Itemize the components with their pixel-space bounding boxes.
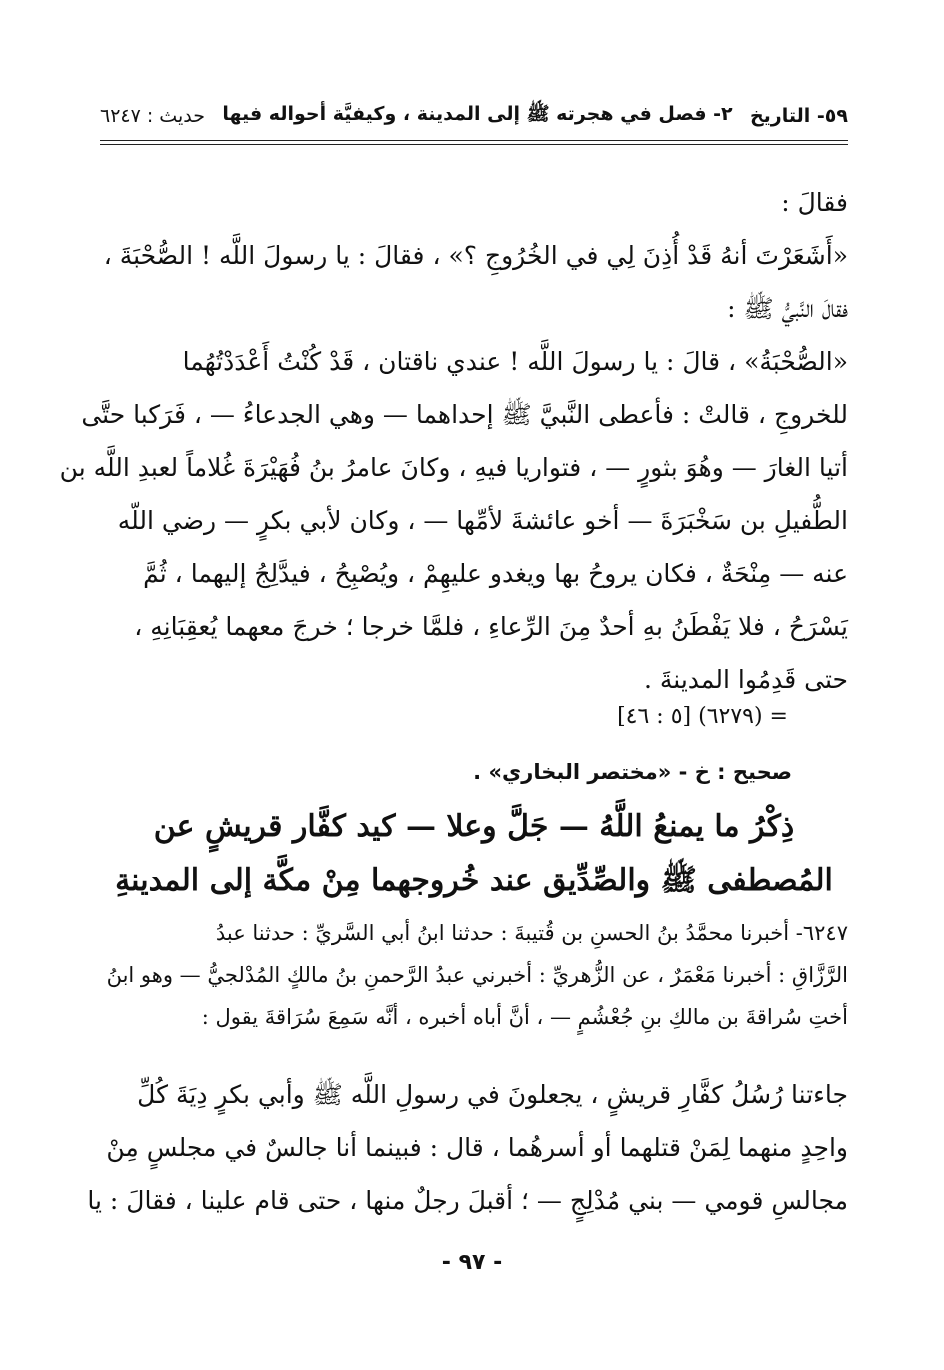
isnad-line: الرَّزَّاقِ : أخبرنا مَعْمَرٌ ، عن الزُّهريِّ : أخبرني عبدُ الرَّحمنِ بنُ مالكٍ المُدْلجيُّ — وهو ابنُ: [106, 963, 848, 987]
text-line: فقالَ :: [781, 188, 848, 217]
header-rule: [100, 140, 848, 145]
chapter-heading: [100, 800, 848, 908]
text-line: حتى قَدِمُوا المدينةَ .: [644, 665, 848, 694]
hadith-number: حديث : ٦٢٤٧: [100, 105, 205, 127]
heading-line: المُصطفى ﷺ والصِّدِّيق عند خُروجهما مِنْ مكَّة إلى المدينةِ: [115, 863, 833, 898]
isnad-block: [100, 912, 848, 1038]
grading-line: صحيح : خ - «مختصر البخاري» .: [473, 760, 792, 784]
text-block-2: [87, 1068, 848, 1227]
text-line: «أَشَعَرْتَ أنهُ قَدْ أُذِنَ لِي في الخُرُوجِ ؟» ، فقالَ : يا رسولَ اللَّه ! الصُّحْبَةَ ،: [103, 241, 848, 270]
text-block-1: [59, 176, 848, 706]
isnad-line: أختِ سُراقةَ بن مالكِ بنِ جُعْشُمٍ — ، أنَّ أباه أخبره ، أنَّه سَمِعَ سُرَاقةَ يقول :: [201, 1005, 848, 1029]
isnad-line: ٦٢٤٧- أخبرنا محمَّدُ بنُ الحسنِ بن قُتيبةَ : حدثنا ابنُ أبي السَّريِّ : حدثنا عبدُ: [215, 921, 848, 945]
chapter-title: ٥٩- التاريخ: [749, 105, 848, 127]
section-title: ٢- فصل في هجرته ﷺ إلى المدينة ، وكيفيَّة أحواله فيها: [222, 103, 733, 125]
text-line: مجالسِ قومي — بني مُدْلِجٍ — ؛ أقبلَ رجلٌ منها ، حتى قام علينا ، فقالَ : يا: [87, 1186, 848, 1215]
text-line: فقالَ النَّبيُّ ﷺ :: [727, 294, 848, 323]
heading-line: ذِكْرُ ما يمنعُ اللَّهُ — جَلَّ وعلا — كيد كفَّار قريشٍ عن: [153, 809, 795, 844]
page-number: - ٩٧ -: [441, 1250, 503, 1275]
text-line: يَسْرَحُ ، فلا يَفْطَنُ بهِ أحدٌ مِنَ الرِّعاءِ ، فلمَّا خرجا ؛ خرجَ معهما يُعقِبَانِهِ ،: [134, 612, 848, 641]
text-line: عنه — مِنْحَةٌ ، فكان يروحُ بها ويغدو عليهِمْ ، ويُصْبِحُ ، فيدَّلِجُ إليهما ، ثُمَّ: [143, 559, 848, 588]
text-line: الطُّفيلِ بن سَخْبَرَةَ — أخو عائشةَ لأمِّها — ، وكان لأبي بكرٍ — رضي اللّه: [117, 506, 848, 535]
text-line: واحِدٍ منهما لِمَنْ قتلهما أو أسرهُما ، قال : فبينما أنا جالسٌ في مجلسٍ مِنْ: [106, 1133, 848, 1162]
text-line: أتيا الغارَ — وهُوَ بثورٍ — ، فتواريا فيهِ ، وكانَ عامرُ بنُ فُهَيْرَةَ غُلاماً لعبدِ اللَّه بن: [59, 453, 848, 482]
running-header: [100, 100, 848, 132]
cross-reference: = (٦٢٧٩) [٥ : ٤٦]: [617, 704, 788, 729]
text-line: للخروجِ ، قالتْ : فأعطى النَّبيَّ ﷺ إحداهما — وهي الجدعاءُ — ، فَرَكبا حتَّى: [81, 400, 848, 429]
text-line: «الصُّحْبَةُ» ، قالَ : يا رسولَ اللَّه ! عندي ناقتان ، قَدْ كُنْتُ أَعْدَدْتُهُما: [182, 347, 848, 376]
text-line: جاءتنا رُسُلُ كفَّارِ قريشٍ ، يجعلونَ في رسولِ اللَّه ﷺ وأبي بكرٍ دِيَةَ كُلِّ: [137, 1080, 848, 1109]
